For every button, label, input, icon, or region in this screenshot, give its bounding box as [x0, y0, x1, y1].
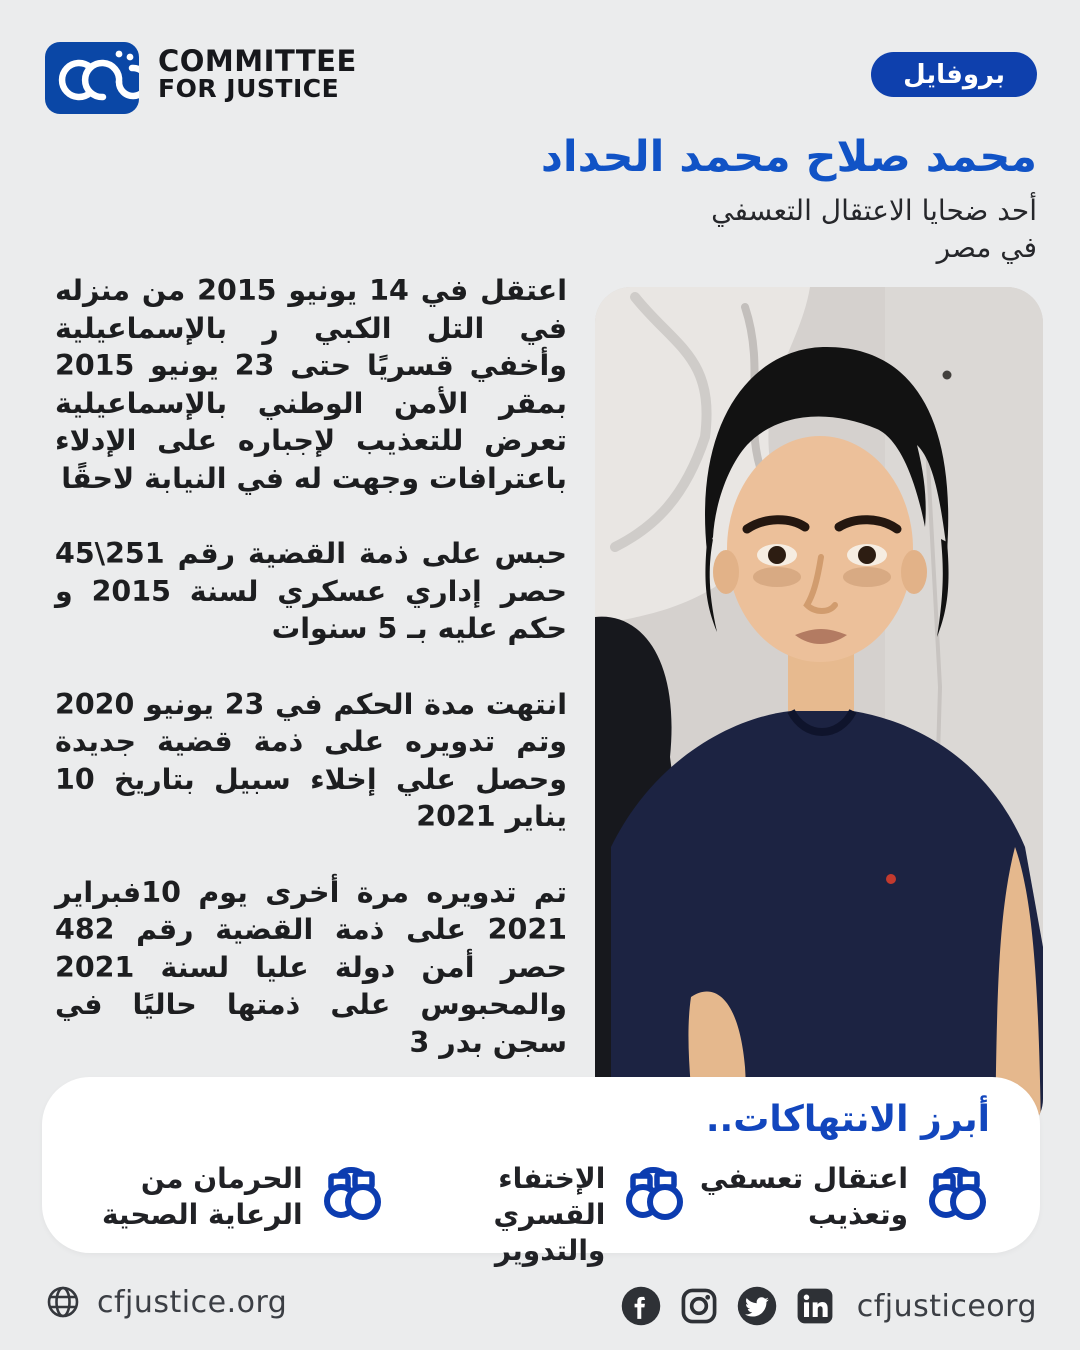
twitter-icon[interactable] — [735, 1284, 779, 1328]
victim-subtitle: أحد ضحايا الاعتقال التعسفي — [711, 194, 1037, 227]
linkedin-icon[interactable] — [793, 1284, 837, 1328]
website-url[interactable]: cfjustice.org — [97, 1284, 288, 1320]
victim-photo — [595, 287, 1043, 1135]
victim-name: محمد صلاح محمد الحداد — [540, 132, 1037, 182]
footer-website — [45, 1284, 287, 1320]
violation-item-enforced-disappearance — [385, 1159, 688, 1269]
bio-text — [55, 272, 567, 1099]
org-name-line2: FOR JUSTICE — [158, 74, 340, 104]
portrait-illustration — [595, 287, 1043, 1135]
instagram-icon[interactable] — [677, 1284, 721, 1328]
violation-label: اعتقال تعسفي وتعذيب — [699, 1162, 908, 1231]
violations-heading: أبرز الانتهاكات.. — [705, 1099, 990, 1140]
bio-paragraph-4: تم تدويره مرة أخرى يوم 10فبراير 2021 على ذمة القضية رقم 482 حصر أمن دولة عليا لسنة 2021 والمحبوس على ذمتها حاليًا في سجن بدر 3 — [55, 875, 567, 1059]
social-handle[interactable]: cfjusticeorg — [856, 1288, 1037, 1324]
violation-item-arbitrary-arrest — [687, 1159, 990, 1233]
profile-header — [397, 132, 1037, 266]
footer-social — [619, 1284, 1037, 1328]
globe-icon — [45, 1284, 81, 1320]
violation-item-healthcare-deprivation — [82, 1159, 385, 1233]
org-wordmark — [158, 46, 357, 103]
handcuffs-icon — [621, 1159, 687, 1225]
victim-location: في مصر — [936, 231, 1037, 264]
profile-badge: بروفايل — [871, 52, 1037, 97]
cfj-logo — [45, 42, 139, 114]
cfj-logo-mark — [45, 42, 139, 114]
violation-label: الحرمان من الرعاية الصحية — [101, 1162, 303, 1231]
org-name-line1: COMMITTEE — [158, 44, 357, 78]
violations-card — [42, 1077, 1040, 1267]
violation-label: الإختفاء القسري والتدوير — [493, 1162, 606, 1267]
violations-row — [82, 1159, 990, 1269]
bio-paragraph-2: حبس على ذمة القضية رقم 251\45 حصر إداري عسكري لسنة 2015 و حكم عليه بـ 5 سنوات — [55, 537, 567, 645]
handcuffs-icon — [319, 1159, 385, 1225]
facebook-icon[interactable] — [619, 1284, 663, 1328]
bio-paragraph-3: انتهت مدة الحكم في 23 يونيو 2020 وتم تدويره على ذمة قضية جديدة وحصل علي إخلاء سبيل بتاريخ 10 يناير 2021 — [55, 687, 568, 833]
bio-paragraph-1: اعتقل في 14 يونيو 2015 من منزله في التل الكبي ر بالإسماعيلية وأخفي قسريًا حتى 23 يونيو 2015 بمقر الأمن الوطني بالإسماعيلية تعرض للتعذيب لإجباره على الإدلاء باعترافات وجهت له في النيابة لاحقًا — [55, 274, 567, 495]
handcuffs-icon — [924, 1159, 990, 1225]
